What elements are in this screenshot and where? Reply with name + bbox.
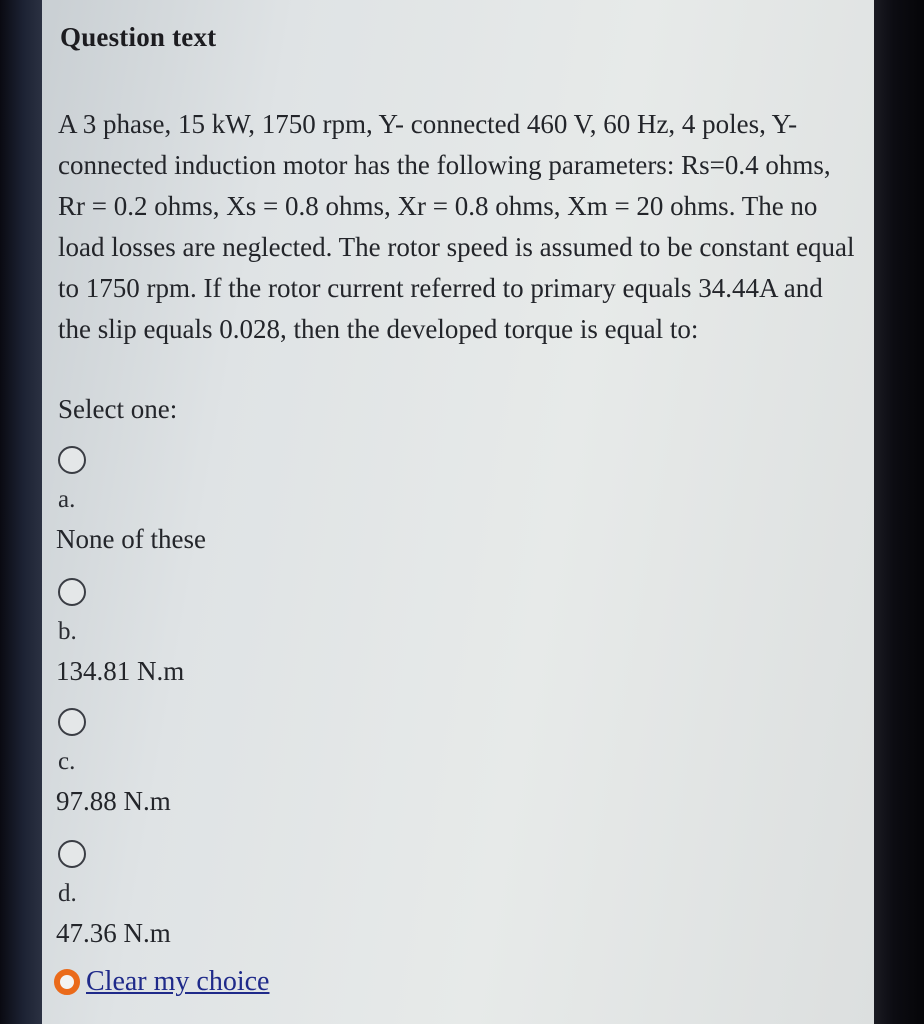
option-label[interactable]: None of these	[56, 524, 206, 554]
radio-circle-icon[interactable]	[58, 446, 86, 474]
quiz-screen	[42, 0, 874, 1024]
option-label[interactable]: 47.36 N.m	[56, 918, 171, 948]
device-bezel-left	[0, 0, 42, 1024]
radio-circle-icon[interactable]	[58, 840, 86, 868]
option-letter: b.	[58, 618, 77, 645]
question-heading: Question text	[60, 22, 217, 52]
clear-choice-link[interactable]	[54, 966, 269, 998]
option-label[interactable]: 134.81 N.m	[56, 656, 185, 686]
option-letter: a.	[58, 486, 76, 513]
device-bezel-right	[874, 0, 924, 1024]
clear-choice-label[interactable]: Clear my choice	[86, 966, 270, 997]
option-label[interactable]: 97.88 N.m	[56, 786, 171, 816]
clear-radio-icon[interactable]	[54, 969, 80, 995]
question-body: A 3 phase, 15 kW, 1750 rpm, Y- connected 460 V, 60 Hz, 4 poles, Y-connected induction motor has the following parameters: Rs=0.4 ohms, Rr = 0.2 ohms, Xs = 0.8 ohms, Xr = 0.8 ohms, Xm = 20 ohms. The no load losses are neglected. The rotor speed is assumed to be constant equal to 1750 rpm. If the rotor current referred to primary equals 34.44A and the slip equals 0.028, then the developed torque is equal to:	[58, 109, 855, 344]
radio-circle-icon[interactable]	[58, 578, 86, 606]
option-letter: c.	[58, 748, 76, 775]
radio-circle-icon[interactable]	[58, 708, 86, 736]
select-one-prompt: Select one:	[58, 394, 178, 424]
option-letter: d.	[58, 880, 77, 907]
